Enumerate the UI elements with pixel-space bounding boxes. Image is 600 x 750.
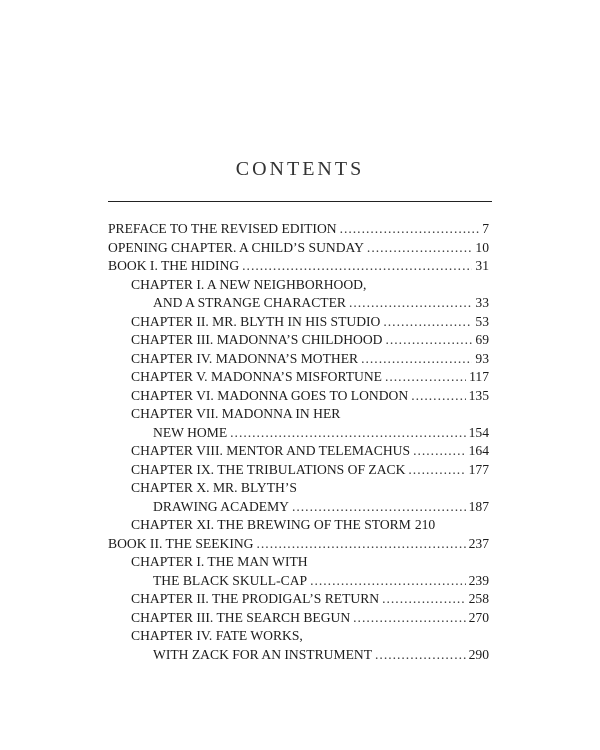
toc-entry-label: CHAPTER IV. MADONNA’S MOTHER	[131, 350, 359, 366]
dot-leader	[408, 461, 465, 480]
dot-leader	[257, 535, 466, 554]
toc-entry-label: PREFACE TO THE REVISED EDITION	[108, 221, 337, 236]
page-title: CONTENTS	[235, 158, 365, 180]
toc-entry-label: CHAPTER II. MR. BLYTH IN HIS STUDIO	[131, 313, 381, 329]
toc-entry	[108, 424, 489, 443]
toc-entry	[108, 220, 489, 239]
toc-entry-label: CHAPTER IX. THE TRIBULATIONS OF ZACK	[131, 461, 406, 477]
toc-entry	[108, 646, 489, 665]
toc-entry-page-number: 237	[468, 535, 489, 551]
toc-entry-label: CHAPTER III. MADONNA’S CHILDHOOD	[131, 332, 383, 347]
toc-entry-page-number: 135	[468, 387, 489, 403]
toc-entry-page-number: 187	[468, 498, 489, 514]
toc-entry-page-number: 258	[468, 591, 489, 606]
toc-entry-page-number: 33	[475, 295, 489, 310]
toc-entry-label: CHAPTER I. A NEW NEIGHBORHOOD,	[131, 276, 367, 292]
toc-entry-page-number: 69	[475, 332, 489, 347]
toc-entry	[108, 239, 489, 258]
dot-leader	[230, 424, 465, 443]
dot-leader	[382, 590, 466, 609]
toc-entry	[108, 387, 489, 406]
toc-entry	[108, 479, 489, 498]
toc-entry-label: OPENING CHAPTER. A CHILD’S SUNDAY	[108, 239, 364, 255]
title-rule	[108, 201, 492, 202]
dot-leader	[353, 609, 465, 628]
dot-leader	[413, 442, 466, 461]
toc-entry-page-number: 10	[475, 239, 489, 255]
toc-entry-label: CHAPTER IV. FATE WORKS,	[131, 628, 303, 643]
toc-entry	[108, 553, 489, 572]
toc-entry-page-number: 164	[468, 443, 489, 458]
dot-leader	[361, 350, 472, 369]
toc-entry	[108, 572, 489, 591]
toc-entry	[108, 350, 489, 369]
toc-entry-label: CHAPTER VI. MADONNA GOES TO LONDON	[131, 387, 409, 403]
toc-entry-page-number: 117	[469, 369, 489, 384]
toc-entry-page-number: 177	[468, 461, 489, 477]
toc-entry-label: CHAPTER III. THE SEARCH BEGUN	[131, 609, 351, 625]
toc-entry	[108, 609, 489, 628]
toc-entry-label: CHAPTER II. THE PRODIGAL’S RETURN	[131, 591, 380, 606]
dot-leader	[242, 257, 472, 276]
toc-entry	[108, 535, 489, 554]
toc-entry	[108, 590, 489, 609]
toc-entry	[108, 313, 489, 332]
toc-entry	[108, 461, 489, 480]
toc-entry-page-number: 53	[475, 313, 489, 329]
toc-entry-page-number: 31	[475, 258, 489, 273]
dot-leader	[310, 572, 466, 591]
toc-entry	[108, 516, 489, 535]
toc-entry-label: NEW HOME	[153, 424, 228, 440]
toc-entry	[108, 405, 489, 424]
toc-entry-label: CHAPTER X. MR. BLYTH’S	[131, 480, 297, 495]
dot-leader	[340, 220, 480, 239]
dot-leader	[383, 313, 472, 332]
toc-entry	[108, 498, 489, 517]
toc-entry-page-number: 239	[468, 572, 489, 588]
toc-entry	[108, 627, 489, 646]
toc-entry-page-number: 7	[482, 221, 489, 236]
toc-entry-label: CHAPTER V. MADONNA’S MISFORTUNE	[131, 369, 382, 384]
toc-entry-page-number: 270	[468, 609, 489, 625]
toc-entry-label: CHAPTER I. THE MAN WITH	[131, 554, 308, 569]
toc-entry-page-number: 154	[468, 424, 489, 440]
dot-leader	[411, 387, 465, 406]
toc-entry-label: CHAPTER VII. MADONNA IN HER	[131, 406, 341, 421]
toc-entry-label: BOOK II. THE SEEKING	[108, 535, 254, 551]
toc-entry-label: CHAPTER XI. THE BREWING OF THE STORM	[131, 517, 411, 532]
toc-entry-page-number: 210	[414, 517, 436, 532]
dot-leader	[349, 294, 472, 313]
dot-leader	[385, 331, 472, 350]
dot-leader	[367, 239, 472, 258]
table-of-contents	[108, 220, 489, 664]
toc-entry	[108, 257, 489, 276]
toc-entry	[108, 442, 489, 461]
toc-entry	[108, 331, 489, 350]
dot-leader	[375, 646, 466, 665]
toc-entry-label: AND A STRANGE CHARACTER	[153, 295, 346, 310]
toc-entry-label: WITH ZACK FOR AN INSTRUMENT	[153, 646, 373, 662]
toc-entry-label: CHAPTER VIII. MENTOR AND TELEMACHUS	[131, 443, 411, 458]
toc-entry	[108, 276, 489, 295]
toc-entry-label: DRAWING ACADEMY	[153, 498, 289, 514]
dot-leader	[385, 368, 466, 387]
dot-leader	[292, 498, 466, 517]
toc-entry-label: THE BLACK SKULL-CAP	[153, 572, 308, 588]
toc-entry-page-number: 290	[468, 646, 489, 662]
toc-entry	[108, 368, 489, 387]
toc-entry	[108, 294, 489, 313]
toc-entry-page-number: 93	[475, 350, 489, 366]
toc-entry-label: BOOK I. THE HIDING	[108, 258, 240, 273]
